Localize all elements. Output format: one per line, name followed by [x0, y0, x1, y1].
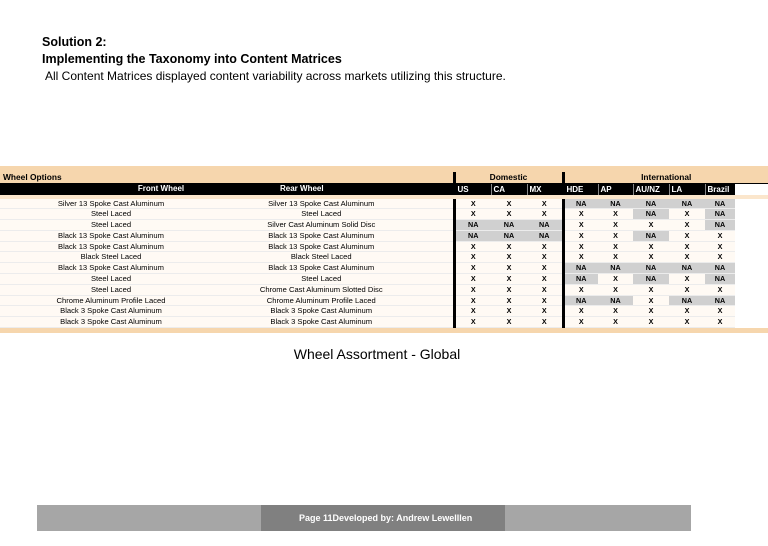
market-cell-au-nz: X: [633, 252, 669, 263]
rear-wheel-label: Chrome Aluminum Profile Laced: [266, 295, 376, 305]
market-cell-la: X: [669, 274, 705, 285]
header-market-1: CA: [491, 183, 527, 195]
rear-wheel-label: Silver Cast Aluminum Solid Disc: [267, 220, 376, 230]
market-cell-au-nz: X: [633, 284, 669, 295]
market-cell-ap: NA: [598, 199, 633, 209]
market-cell-au-nz: X: [633, 241, 669, 252]
matrix-bottom-band: [0, 328, 768, 334]
market-cell-mx: X: [527, 263, 563, 274]
market-cell-ca: X: [491, 284, 527, 295]
rear-wheel-cell: [301, 209, 454, 220]
market-cell-la: NA: [669, 263, 705, 274]
market-cell-mx: NA: [527, 230, 563, 241]
market-cell-ap: X: [598, 209, 633, 220]
header-market-5: AU/NZ: [633, 183, 669, 195]
header-rear-wheel-label: Rear Wheel: [280, 184, 324, 194]
header-market-3: HDE: [563, 183, 598, 195]
market-cell-la: X: [669, 220, 705, 231]
table-row: [0, 306, 768, 317]
market-cell-mx: X: [527, 284, 563, 295]
market-cell-la: X: [669, 306, 705, 317]
row-spacer: [0, 284, 30, 295]
market-cell-ca: X: [491, 252, 527, 263]
market-cell-au-nz: X: [633, 306, 669, 317]
group-international: International: [563, 172, 768, 184]
market-cell-la: X: [669, 252, 705, 263]
market-cell-brazil: X: [705, 284, 735, 295]
table-row: [0, 199, 768, 209]
matrix-caption-row: [0, 172, 768, 184]
market-cell-hde: X: [563, 252, 598, 263]
market-cell-mx: X: [527, 274, 563, 285]
rear-wheel-cell: [270, 317, 454, 328]
rear-wheel-cell: [259, 284, 454, 295]
market-cell-us: X: [454, 284, 491, 295]
market-cell-ca: X: [491, 199, 527, 209]
row-spacer: [0, 263, 30, 274]
market-cell-brazil: X: [705, 306, 735, 317]
header-market-7: Brazil: [705, 183, 735, 195]
header-market-6: LA: [669, 183, 705, 195]
market-cell-mx: X: [527, 209, 563, 220]
market-cell-brazil: NA: [705, 209, 735, 220]
table-row: [0, 295, 768, 306]
rear-wheel-cell: [268, 263, 454, 274]
market-cell-ca: X: [491, 274, 527, 285]
row-spacer: [0, 230, 30, 241]
market-cell-brazil: X: [705, 252, 735, 263]
row-spacer: [0, 199, 30, 209]
market-cell-la: X: [669, 317, 705, 328]
rear-wheel-cell: [266, 295, 454, 306]
group-domestic: Domestic: [454, 172, 563, 184]
market-cell-hde: NA: [563, 274, 598, 285]
rear-wheel-label: Steel Laced: [301, 209, 342, 219]
wheel-options-table: [0, 166, 768, 333]
front-wheel-cell: Silver 13 Spoke Cast Aluminum: [30, 199, 192, 209]
table-row: [0, 284, 768, 295]
rear-wheel-cell: [268, 198, 454, 209]
market-cell-us: X: [454, 306, 491, 317]
header-market-4: AP: [598, 183, 633, 195]
market-cell-hde: X: [563, 241, 598, 252]
footer-bar: [37, 505, 691, 531]
front-wheel-cell: Steel Laced: [30, 220, 192, 231]
market-cell-ca: X: [491, 263, 527, 274]
market-cell-mx: X: [527, 252, 563, 263]
row-spacer: [0, 252, 30, 263]
market-cell-us: X: [454, 263, 491, 274]
market-cell-ca: X: [491, 209, 527, 220]
matrix-title: Wheel Options: [0, 172, 454, 184]
front-wheel-cell: Black 13 Spoke Cast Aluminum: [30, 241, 192, 252]
market-cell-ap: X: [598, 252, 633, 263]
market-cell-brazil: NA: [705, 199, 735, 209]
header-market-2: MX: [527, 183, 563, 195]
market-cell-mx: X: [527, 199, 563, 209]
rear-wheel-label: Black 13 Spoke Cast Aluminum: [268, 263, 375, 273]
rear-wheel-label: Silver 13 Spoke Cast Aluminum: [268, 198, 375, 208]
market-cell-la: X: [669, 284, 705, 295]
header-rear-wheel: [280, 183, 454, 195]
market-cell-us: X: [454, 317, 491, 328]
market-cell-ca: NA: [491, 220, 527, 231]
table-row: [0, 317, 768, 328]
market-cell-ap: NA: [598, 263, 633, 274]
footer-text: Page 11Developed by: Andrew Lewelllen: [261, 505, 505, 531]
table-row: [0, 241, 768, 252]
market-cell-la: NA: [669, 295, 705, 306]
market-cell-hde: NA: [563, 295, 598, 306]
market-cell-ap: X: [598, 274, 633, 285]
front-wheel-cell: Black Steel Laced: [30, 252, 192, 263]
market-cell-us: NA: [454, 230, 491, 241]
market-cell-brazil: NA: [705, 274, 735, 285]
rear-wheel-cell: [301, 274, 454, 285]
market-cell-us: X: [454, 209, 491, 220]
table-row: [0, 220, 768, 231]
market-cell-ap: X: [598, 284, 633, 295]
market-cell-la: X: [669, 230, 705, 241]
market-cell-mx: X: [527, 241, 563, 252]
market-cell-ap: X: [598, 220, 633, 231]
front-wheel-cell: Black 13 Spoke Cast Aluminum: [30, 230, 192, 241]
market-cell-brazil: X: [705, 317, 735, 328]
market-cell-ca: X: [491, 295, 527, 306]
market-cell-ca: X: [491, 317, 527, 328]
market-cell-ap: X: [598, 241, 633, 252]
row-spacer: [0, 220, 30, 231]
market-cell-brazil: NA: [705, 295, 735, 306]
market-cell-brazil: NA: [705, 220, 735, 231]
market-cell-us: X: [454, 199, 491, 209]
market-cell-la: NA: [669, 199, 705, 209]
front-wheel-cell: Black 3 Spoke Cast Aluminum: [30, 317, 192, 328]
front-wheel-cell: Steel Laced: [30, 284, 192, 295]
table-row: [0, 209, 768, 220]
rear-wheel-cell: [270, 306, 454, 317]
front-wheel-cell: Black 13 Spoke Cast Aluminum: [30, 263, 192, 274]
market-cell-au-nz: NA: [633, 199, 669, 209]
row-spacer: [0, 274, 30, 285]
market-cell-us: NA: [454, 220, 491, 231]
market-cell-ca: NA: [491, 230, 527, 241]
row-spacer: [0, 306, 30, 317]
matrix-header-row: [0, 183, 768, 195]
market-cell-hde: X: [563, 220, 598, 231]
slide-heading: [42, 34, 506, 85]
header-front-wheel: Front Wheel: [0, 183, 322, 195]
header-market-0: US: [454, 183, 491, 195]
market-cell-au-nz: NA: [633, 274, 669, 285]
rear-wheel-cell: [290, 252, 454, 263]
market-cell-au-nz: NA: [633, 230, 669, 241]
market-cell-ca: X: [491, 306, 527, 317]
solution-description: All Content Matrices displayed content variability across markets utilizing this structure.: [45, 69, 506, 83]
row-spacer: [0, 317, 30, 328]
rear-wheel-label: Chrome Cast Aluminum Slotted Disc: [259, 284, 383, 294]
market-cell-mx: X: [527, 295, 563, 306]
table-row: [0, 252, 768, 263]
rear-wheel-label: Black 3 Spoke Cast Aluminum: [270, 306, 373, 316]
market-cell-brazil: X: [705, 230, 735, 241]
market-cell-hde: X: [563, 230, 598, 241]
market-cell-hde: NA: [563, 199, 598, 209]
market-cell-ap: X: [598, 230, 633, 241]
market-cell-us: X: [454, 241, 491, 252]
rear-wheel-cell: [268, 241, 454, 252]
rear-wheel-label: Black 13 Spoke Cast Aluminum: [268, 230, 375, 240]
rear-wheel-cell: [267, 220, 454, 231]
market-cell-us: X: [454, 274, 491, 285]
market-cell-hde: X: [563, 284, 598, 295]
front-wheel-cell: Steel Laced: [30, 209, 192, 220]
row-spacer: [0, 241, 30, 252]
solution-label: Solution 2:: [42, 35, 107, 49]
market-cell-ap: NA: [598, 295, 633, 306]
front-wheel-cell: Black 3 Spoke Cast Aluminum: [30, 306, 192, 317]
market-cell-au-nz: X: [633, 220, 669, 231]
market-cell-ap: X: [598, 317, 633, 328]
market-cell-hde: X: [563, 209, 598, 220]
market-cell-mx: NA: [527, 220, 563, 231]
market-cell-brazil: X: [705, 241, 735, 252]
market-cell-us: X: [454, 252, 491, 263]
table-row: [0, 274, 768, 285]
market-cell-hde: NA: [563, 263, 598, 274]
rear-wheel-label: Black 13 Spoke Cast Aluminum: [268, 241, 375, 251]
market-cell-la: X: [669, 241, 705, 252]
market-cell-au-nz: X: [633, 295, 669, 306]
front-wheel-cell: Chrome Aluminum Profile Laced: [30, 295, 192, 306]
rear-wheel-label: Black 3 Spoke Cast Aluminum: [270, 317, 373, 327]
market-cell-brazil: NA: [705, 263, 735, 274]
market-cell-au-nz: NA: [633, 209, 669, 220]
market-cell-ap: X: [598, 306, 633, 317]
matrix-caption: Wheel Assortment - Global: [293, 346, 461, 362]
market-cell-au-nz: X: [633, 317, 669, 328]
table-row: [0, 263, 768, 274]
market-cell-mx: X: [527, 317, 563, 328]
rear-wheel-cell: [268, 230, 454, 241]
market-cell-au-nz: NA: [633, 263, 669, 274]
market-cell-hde: X: [563, 306, 598, 317]
market-cell-mx: X: [527, 306, 563, 317]
rear-wheel-label: Steel Laced: [301, 274, 342, 284]
content-matrix: [0, 166, 728, 333]
front-wheel-cell: Steel Laced: [30, 274, 192, 285]
market-cell-ca: X: [491, 241, 527, 252]
solution-title: Implementing the Taxonomy into Content Matrices: [42, 52, 342, 66]
market-cell-la: X: [669, 209, 705, 220]
rear-wheel-label: Black Steel Laced: [290, 252, 352, 262]
table-row: [0, 230, 768, 241]
market-cell-us: X: [454, 295, 491, 306]
market-cell-hde: X: [563, 317, 598, 328]
row-spacer: [0, 209, 30, 220]
row-spacer: [0, 295, 30, 306]
